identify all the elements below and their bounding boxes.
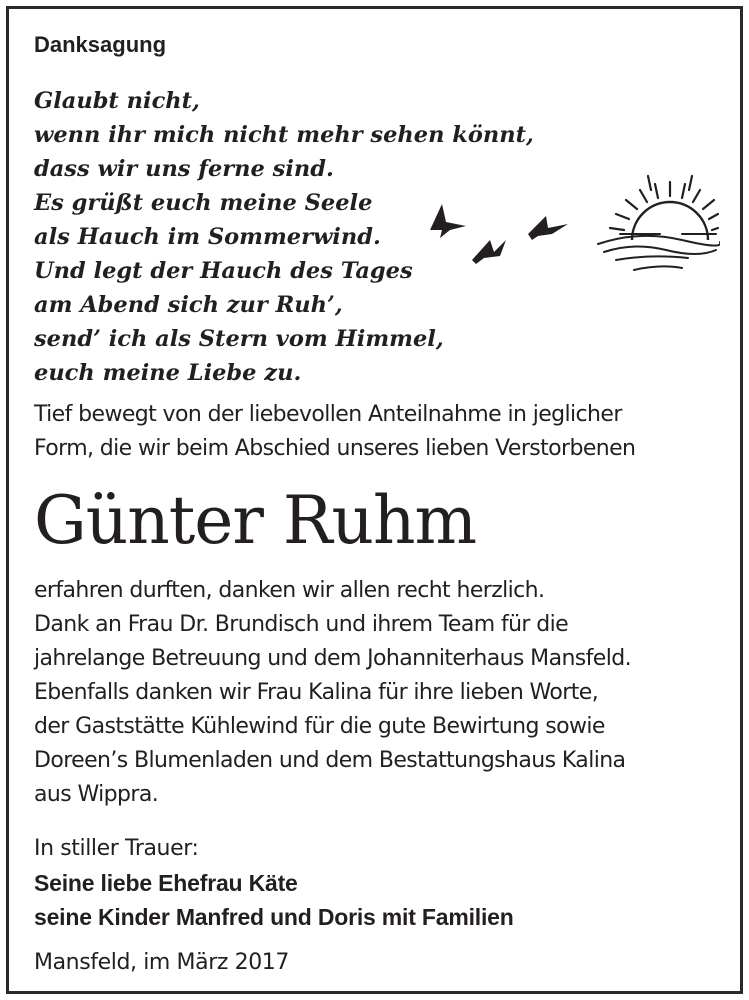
sunset-with-birds-icon — [420, 170, 720, 280]
intro-line: Form, die wir beim Abschied unseres lieben Verstorbenen — [34, 436, 636, 461]
mourner-line: seine Kinder Manfred und Doris mit Familien — [34, 904, 514, 930]
mourning-intro: In stiller Trauer: — [34, 836, 199, 861]
intro-line: Tief bewegt von der liebevollen Anteilnahme in jeglicher — [34, 402, 622, 427]
thanks-line: aus Wippra. — [34, 782, 159, 807]
poem-line: Glaubt nicht, — [34, 88, 200, 114]
poem-line: wenn ihr mich nicht mehr sehen könnt, — [34, 122, 534, 148]
poem-line: send’ ich als Stern vom Himmel, — [34, 326, 444, 352]
place-date: Mansfeld, im März 2017 — [34, 950, 289, 975]
poem-line: Und legt der Hauch des Tages — [34, 258, 413, 284]
deceased-name: Günter Ruhm — [34, 482, 477, 559]
thanks-line: der Gaststätte Kühlewind für die gute Bewirtung sowie — [34, 714, 605, 739]
poem-line: euch meine Liebe zu. — [34, 360, 302, 386]
thanks-line: Dank an Frau Dr. Brundisch und ihrem Team für die — [34, 612, 569, 637]
thanks-line: Doreen’s Blumenladen und dem Bestattungshaus Kalina — [34, 748, 626, 773]
poem-line: als Hauch im Sommerwind. — [34, 224, 381, 250]
hills-icon — [598, 234, 720, 270]
thanks-paragraph — [34, 574, 631, 812]
mourner-line: Seine liebe Ehefrau Käte — [34, 870, 298, 896]
notice-heading: Danksagung — [34, 32, 167, 57]
poem-line: Es grüßt euch meine Seele — [34, 190, 373, 216]
mourners-block — [34, 832, 514, 934]
intro-paragraph — [34, 398, 635, 466]
thanks-line: erfahren durften, danken wir allen recht herzlich. — [34, 578, 545, 603]
poem-line: dass wir uns ferne sind. — [34, 156, 334, 182]
thanks-line: Ebenfalls danken wir Frau Kalina für ihre lieben Worte, — [34, 680, 599, 705]
poem-line: am Abend sich zur Ruh’, — [34, 292, 343, 318]
thanks-line: jahrelange Betreuung und dem Johanniterhaus Mansfeld. — [34, 646, 632, 671]
birds-icon — [430, 204, 568, 264]
